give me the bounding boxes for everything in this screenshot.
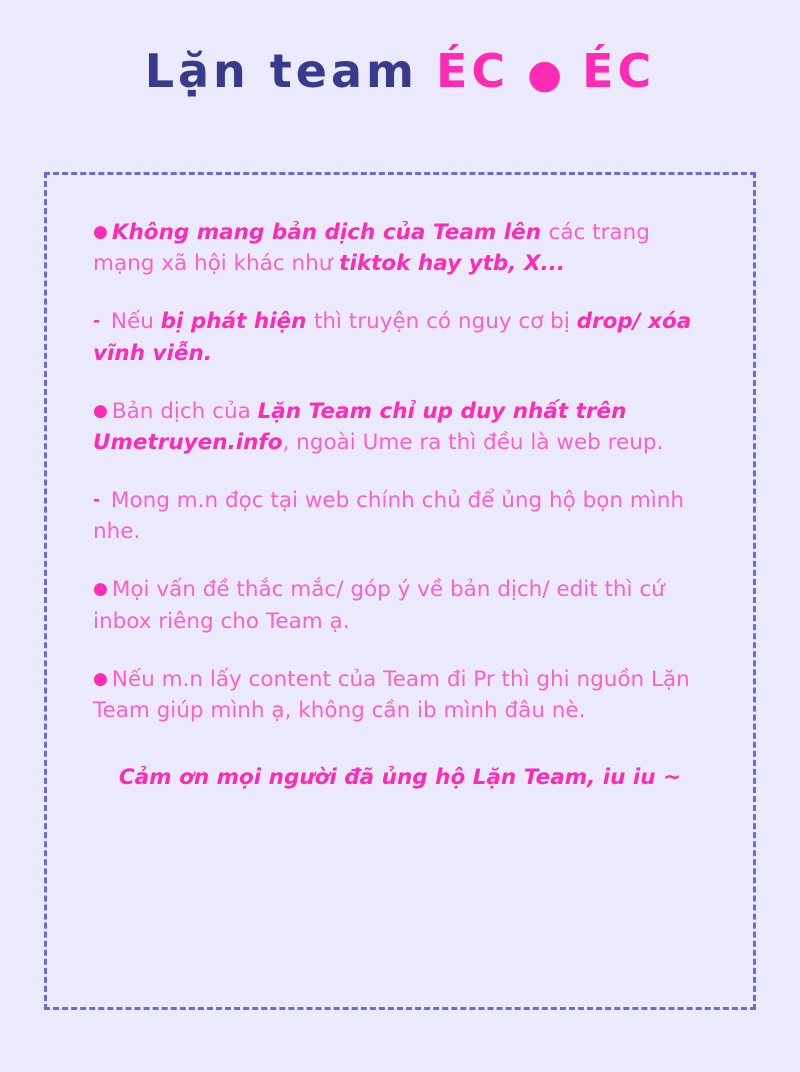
notice-item-4-seg-1: Mong m.n đọc tại web chính chủ để ủng hộ bọn mình nhe. <box>93 488 685 545</box>
dash-icon: - <box>93 490 101 511</box>
notice-item-2-seg-2: bị phát hiện <box>160 309 314 335</box>
notice-item-2-seg-3: thì truyện có nguy cơ bị <box>313 309 577 335</box>
notice-closing: Cảm ơn mọi người đã ủng hộ Lặn Team, iu iu ~ <box>118 765 682 791</box>
notice-item-2 <box>93 306 707 368</box>
notice-item-5-seg-1: Mọi vấn đề thắc mắc/ góp ý về bản dịch/ edit thì cứ inbox riêng cho Team ạ. <box>93 577 665 634</box>
notice-item-3-seg-2: Lặn Team chỉ up duy nhất trên Umetruyen.info <box>93 398 627 455</box>
bullet-icon: ● <box>93 222 108 242</box>
title-ec-left: ÉC <box>435 44 510 98</box>
notice-item-3-seg-1: Bản dịch của <box>111 398 258 424</box>
dash-icon: - <box>93 311 101 332</box>
title-ec-right: ÉC <box>582 44 656 98</box>
notice-item-2-seg-4: drop/ xóa vĩnh viễn. <box>93 309 692 366</box>
notice-item-4 <box>93 485 707 547</box>
notice-item-1 <box>93 217 707 279</box>
notice-item-6-seg-1: Nếu m.n lấy content của Team đi Pr thì ghi nguồn Lặn Team giúp mình ạ, không cần ib mình đâu nè. <box>93 666 690 723</box>
title-dot-icon: ● <box>527 51 565 98</box>
notice-item-1-seg-1: Không mang bản dịch của Team lên <box>111 220 549 245</box>
notice-box <box>44 172 756 1010</box>
notice-item-6 <box>93 664 707 726</box>
notice-item-1-seg-3: tiktok hay ytb, X... <box>339 251 566 277</box>
bullet-icon: ● <box>93 579 108 600</box>
notice-item-3-seg-3: , ngoài Ume ra thì đều là web reup. <box>282 429 664 455</box>
title-team-name: Lặn team <box>144 44 418 98</box>
page-title <box>0 0 800 99</box>
bullet-icon: ● <box>93 668 108 689</box>
notice-item-5 <box>93 574 707 636</box>
bullet-icon: ● <box>93 400 108 421</box>
notice-item-3 <box>93 396 707 458</box>
notice-item-1-seg-2: các trang mạng xã hội khác như <box>93 220 650 277</box>
notice-item-2-seg-1: Nếu <box>104 309 161 335</box>
